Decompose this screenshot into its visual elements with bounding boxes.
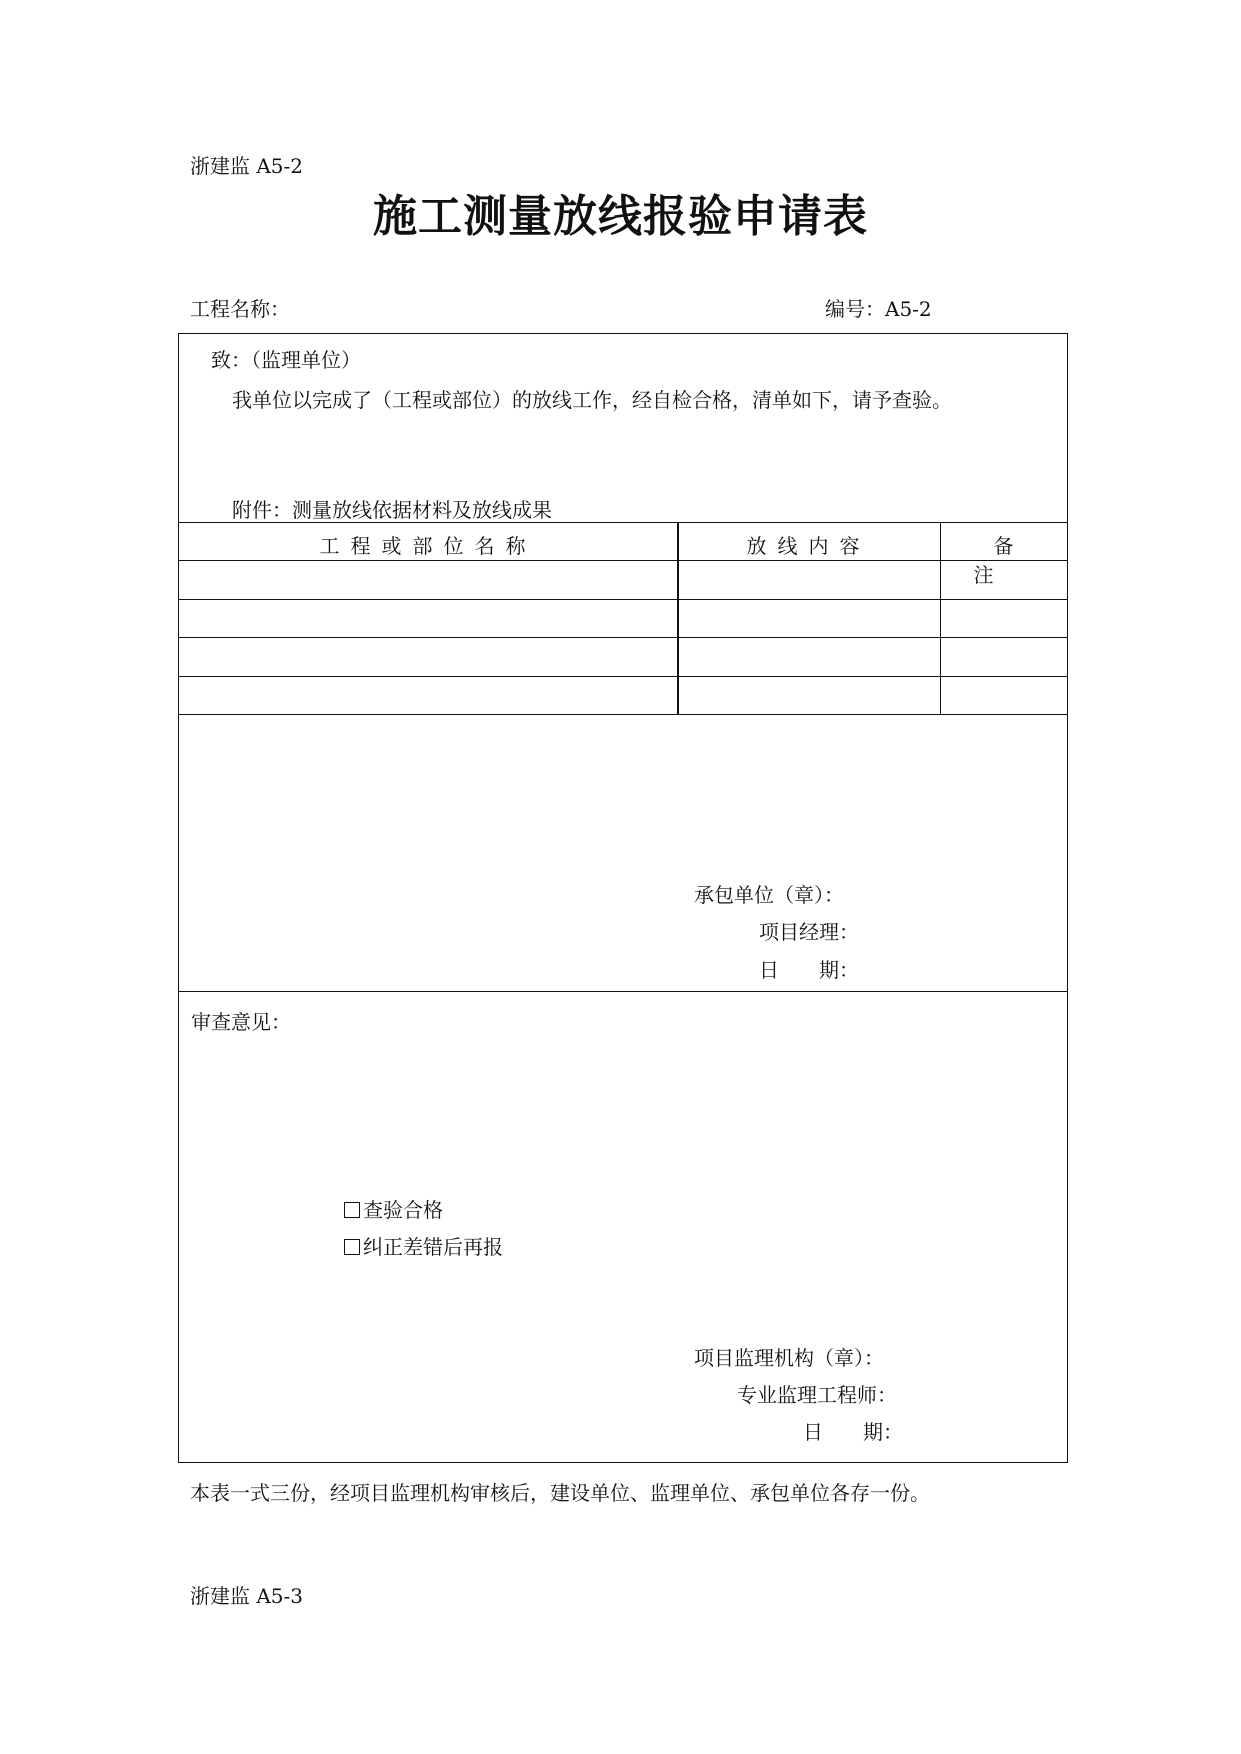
addressee: 致：（监理单位） xyxy=(211,348,361,372)
application-form xyxy=(178,333,1068,1463)
header-layout-content: 放线内容 xyxy=(746,534,871,558)
rule-header-bottom xyxy=(179,560,1067,561)
supervision-org-label: 项目监理机构（章）： xyxy=(694,1346,884,1370)
serial-number xyxy=(825,293,932,322)
project-name-label: 工程名称： xyxy=(190,297,290,321)
form-code-bottom: 浙建监 A5-3 xyxy=(190,1584,304,1608)
option-inspection-passed[interactable]: 查验合格 xyxy=(344,1194,443,1223)
project-manager-label: 项目经理： xyxy=(759,920,859,944)
review-date-label: 日 期： xyxy=(803,1420,903,1444)
serial-value: A5-2 xyxy=(885,297,932,321)
contractor-date-label: 日 期： xyxy=(759,958,859,982)
rule-row-2 xyxy=(179,637,1067,638)
rule-table-bottom xyxy=(179,714,1067,715)
checkbox-icon[interactable] xyxy=(344,1239,360,1255)
rule-row-3 xyxy=(179,676,1067,677)
contractor-unit-label: 承包单位（章）： xyxy=(694,883,844,907)
review-opinion-label: 审查意见： xyxy=(191,1010,291,1034)
header-remarks: 备注 xyxy=(973,534,1054,587)
attachment-note: 附件：测量放线依据材料及放线成果 xyxy=(232,498,552,522)
option-correct-and-resubmit[interactable]: 纠正差错后再报 xyxy=(344,1231,503,1260)
rule-row-1 xyxy=(179,599,1067,600)
request-statement: 我单位以完成了（工程或部位）的放线工作，经自检合格，清单如下，请予查验。 xyxy=(232,388,952,412)
supervising-engineer-label: 专业监理工程师： xyxy=(737,1383,897,1407)
header-project-part: 工程或部位名称 xyxy=(319,534,537,558)
form-code-top: 浙建监 A5-2 xyxy=(190,154,304,178)
serial-label: 编号： xyxy=(825,297,885,321)
rule-review-top xyxy=(179,991,1067,992)
footer-note: 本表一式三份，经项目监理机构审核后，建设单位、监理单位、承包单位各存一份。 xyxy=(190,1481,930,1505)
checkbox-icon[interactable] xyxy=(344,1202,360,1218)
page-title: 施工测量放线报验申请表 xyxy=(373,191,868,242)
